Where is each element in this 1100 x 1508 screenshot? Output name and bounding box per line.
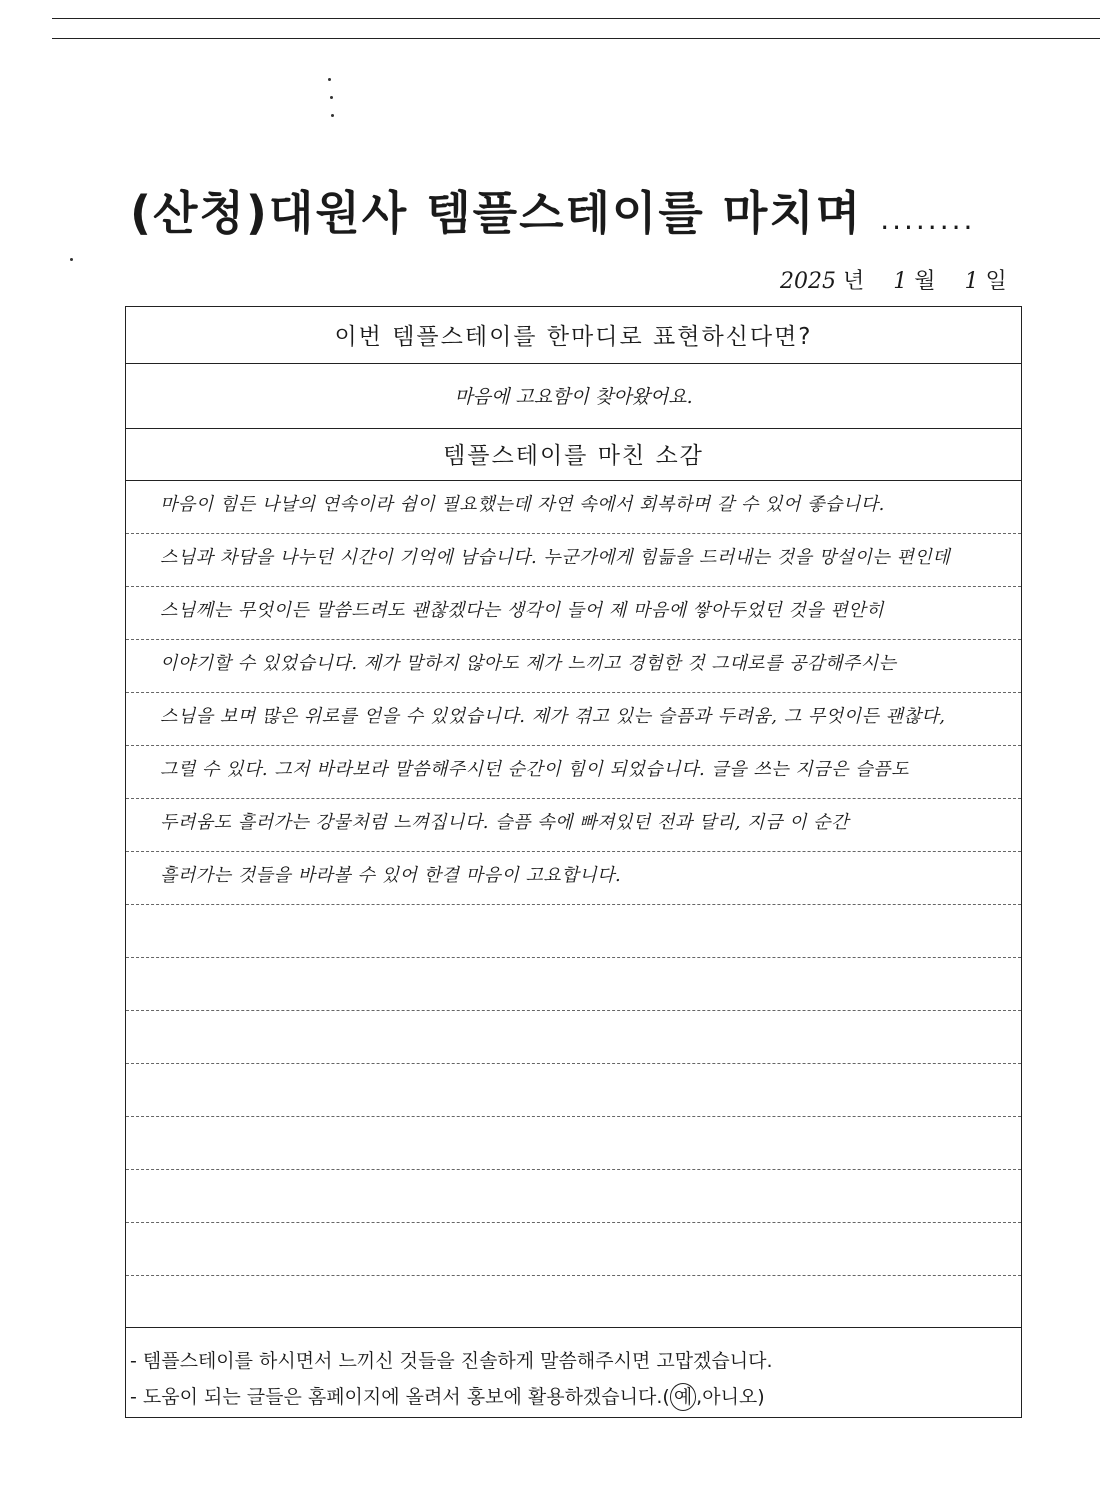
reflection-line-6: 그럴 수 있다. 그저 바라보라 말씀해주시던 순간이 힘이 되었습니다. 글을 쓰는 지금은 슬픔도: [160, 759, 909, 780]
note-2-open: (: [662, 1386, 670, 1408]
title-dots: ........: [880, 203, 976, 236]
date-year-unit: 년: [843, 269, 865, 294]
reflection-line-4: 이야기할 수 있었습니다. 제가 말하지 않아도 제가 느끼고 경험한 것 그대로를 공감해주시는: [160, 653, 897, 674]
date-line: [780, 264, 1010, 300]
ruled-line: [126, 639, 1021, 640]
note-2-sep: ,: [696, 1386, 703, 1408]
ruled-line: [126, 745, 1021, 746]
top-rule-2: [52, 38, 1100, 39]
survey-form: [125, 306, 1022, 1418]
ruled-line: [126, 1116, 1021, 1117]
question-answer: 마음에 고요함이 찾아왔어요.: [126, 363, 1021, 429]
date-day-unit: 일: [985, 269, 1007, 294]
note-2: [130, 1380, 765, 1414]
ruled-line: [126, 798, 1021, 799]
ruled-line: [126, 851, 1021, 852]
note-1: - 템플스테이를 하시면서 느끼신 것들을 진솔하게 말씀해주시면 고맙겠습니다.: [130, 1350, 773, 1372]
ruled-line: [126, 1010, 1021, 1011]
yes-option-circled: 예: [670, 1383, 696, 1411]
top-rule-1: [52, 18, 1100, 19]
ruled-line: [126, 1275, 1021, 1276]
ruled-line: [126, 692, 1021, 693]
ruled-line: [126, 1169, 1021, 1170]
reflection-heading: 템플스테이를 마친 소감: [126, 428, 1021, 481]
ruled-line: [126, 957, 1021, 958]
ruled-line: [126, 1063, 1021, 1064]
reflection-line-5: 스님을 보며 많은 위로를 얻을 수 있었습니다. 제가 겪고 있는 슬픔과 두려움, 그 무엇이든 괜찮다,: [160, 706, 946, 727]
title-text: (산청)대원사 템플스테이를 마치며: [130, 186, 863, 240]
scan-speck: [330, 96, 333, 99]
no-option: 아니오: [702, 1386, 758, 1408]
ruled-line: [126, 1222, 1021, 1223]
scan-speck: [328, 78, 331, 81]
ruled-line: [126, 586, 1021, 587]
ruled-line: [126, 904, 1021, 905]
reflection-line-3: 스님께는 무엇이든 말씀드려도 괜찮겠다는 생각이 들어 제 마음에 쌓아두었던 것을 편안히: [160, 600, 885, 621]
scan-speck: [331, 114, 334, 117]
date-year: 2025: [780, 269, 836, 294]
date-month: 1: [893, 269, 908, 294]
reflection-line-1: 마음이 힘든 나날의 연속이라 쉼이 필요했는데 자연 속에서 회복하며 갈 수 있어 좋습니다.: [160, 494, 885, 515]
note-2-text: - 도움이 되는 글들은 홈페이지에 올려서 홍보에 활용하겠습니다.: [130, 1386, 663, 1408]
scan-speck: [70, 258, 73, 261]
reflection-line-2: 스님과 차담을 나누던 시간이 기억에 남습니다. 누군가에게 힘듦을 드러내는 것을 망설이는 편인데: [160, 547, 951, 568]
note-2-close: ): [757, 1386, 765, 1408]
question-heading: 이번 템플스테이를 한마디로 표현하신다면?: [126, 307, 1021, 364]
reflection-line-7: 두려움도 흘러가는 강물처럼 느껴집니다. 슬픔 속에 빠져있던 전과 달리, 지금 이 순간: [160, 812, 850, 833]
reflection-line-8: 흘러가는 것들을 바라볼 수 있어 한결 마음이 고요합니다.: [160, 865, 622, 886]
page-title: [130, 178, 1050, 248]
ruled-line: [126, 533, 1021, 534]
date-month-unit: 월: [914, 269, 936, 294]
date-day: 1: [964, 269, 979, 294]
form-notes: [126, 1327, 1021, 1420]
